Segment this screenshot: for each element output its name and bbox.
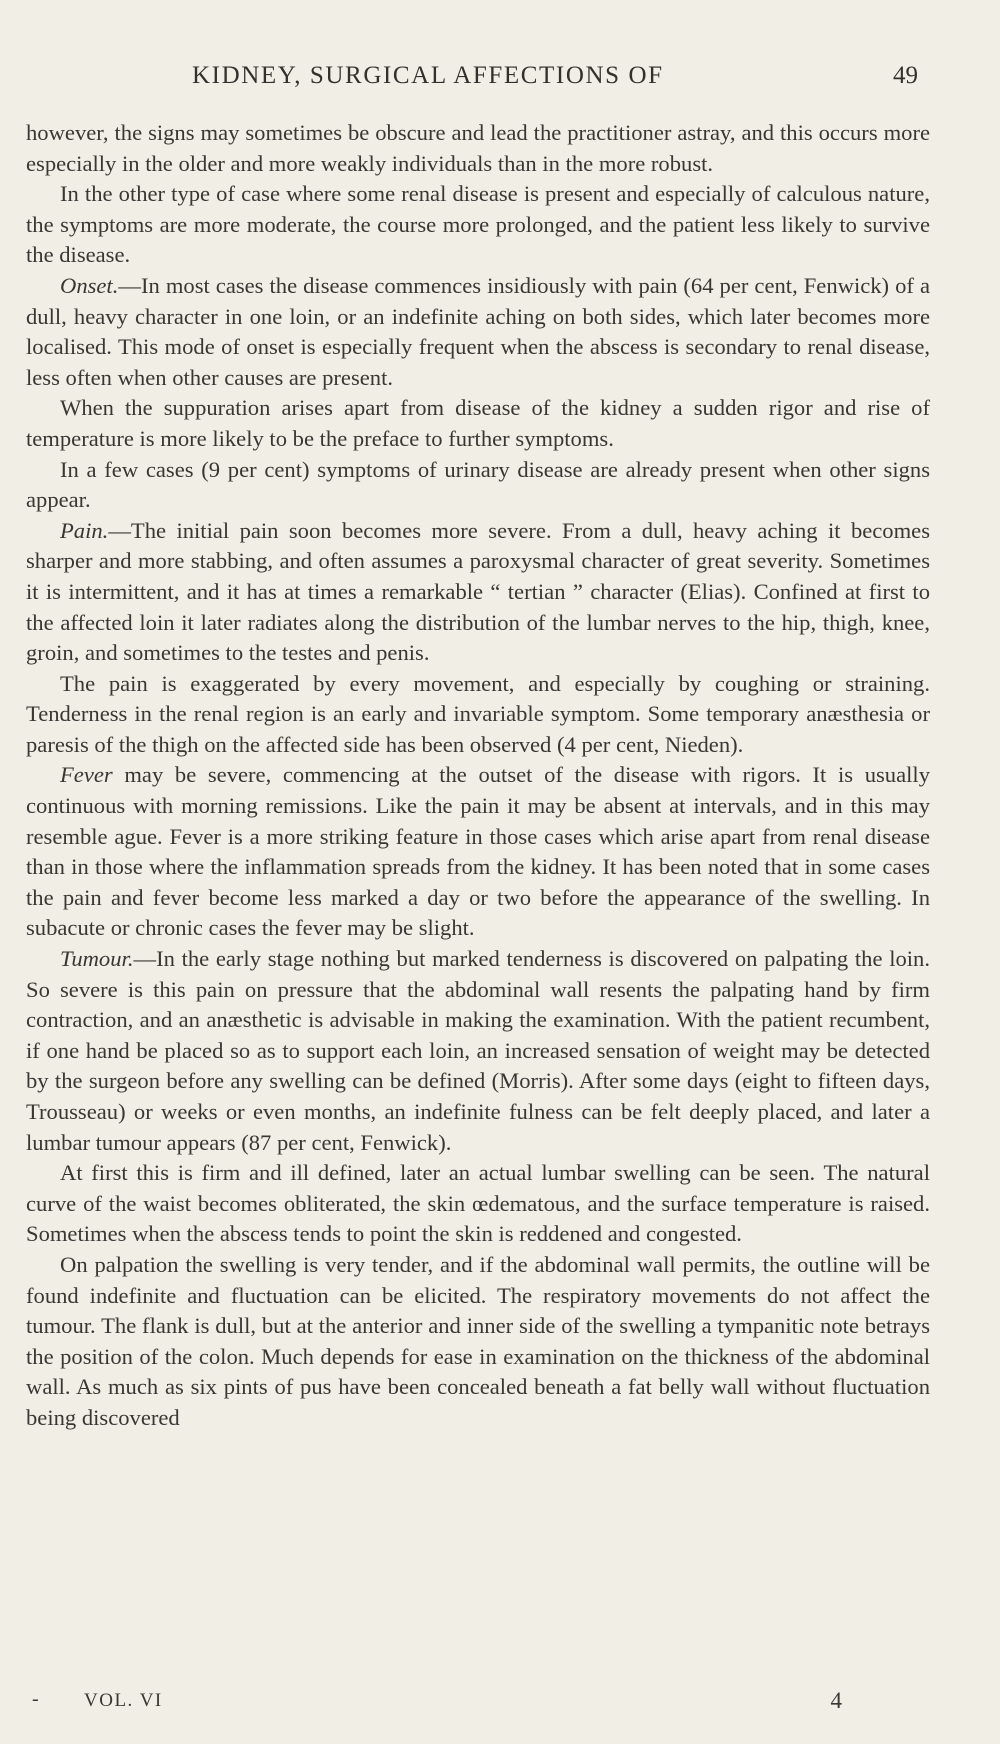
paragraph-tumour: [26, 944, 930, 1158]
running-title: KIDNEY, SURGICAL AFFECTIONS OF: [192, 62, 664, 89]
paragraph: [26, 118, 930, 179]
paragraph-text: When the suppuration arises apart from disease of the kidney a sudden rigor and rise of temperature is more likely to be the preface to further symptoms.: [26, 395, 930, 451]
paragraph: [26, 179, 930, 271]
page-number: 49: [893, 62, 918, 89]
paragraph: [26, 455, 930, 516]
paragraph-text: —The initial pain soon becomes more severe. From a dull, heavy aching it becomes sharper and more stabbing, and often assumes a paroxysmal character of great severity. Sometimes it is intermittent, and it has at times a remarkable “ tertian ” character (Elias). Confined at first to the affected loin it later radiates along the distribution of the lumbar nerves to the hip, thigh, knee, groin, and sometimes to the testes and penis.: [26, 517, 930, 666]
paragraph-onset: [26, 271, 930, 393]
body-text: [26, 118, 930, 1434]
running-header: [26, 62, 930, 96]
paragraph-fever: [26, 760, 930, 944]
paragraph-text: On palpation the swelling is very tender, and if the abdominal wall permits, the outline will be found indefinite and fluctuation can be elicited. The respiratory movements do not affect the tumour. The flank is dull, but at the anterior and inner side of the swelling a tympanitic note betrays the position of the colon. Much depends for ease in examination on the thickness of the abdominal wall. As much as six pints of pus have been concealed beneath a fat belly wall without fluctuation being discovered: [26, 1251, 930, 1430]
paragraph-text: The pain is exaggerated by every movement, and especially by coughing or straining. Tenderness in the renal region is an early and invariable symptom. Some temporary anæsthesia or paresis of the thigh on the affected side has been observed (4 per cent, Nieden).: [26, 670, 930, 757]
section-heading-fever: Fever: [60, 762, 113, 788]
section-heading-onset: Onset.: [60, 272, 119, 298]
paragraph: [26, 1250, 930, 1434]
paragraph-pain: [26, 516, 930, 669]
paragraph-text: however, the signs may sometimes be obscure and lead the practitioner astray, and this occurs more especially in the older and more weakly individuals than in the more robust.: [26, 120, 930, 176]
paragraph-text: In a few cases (9 per cent) symptoms of urinary disease are already present when other signs appear.: [26, 456, 930, 513]
signature-mark: 4: [830, 1688, 842, 1713]
paragraph: [26, 393, 930, 454]
paragraph: [26, 1158, 930, 1250]
paragraph-text: —In the early stage nothing but marked tenderness is discovered on palpating the loin. So severe is this pain on pressure that the abdominal wall resents the palpating hand by firm contraction, and an anæsthetic is advisable in making the examination. With the patient recumbent, if one hand be placed so as to support each loin, an increased sensation of weight may be detected by the surgeon before any swelling can be defined (Morris). After some days (eight to fifteen days, Trousseau) or weeks or even months, an indefinite fulness can be felt deeply placed, and later a lumbar tumour appears (87 per cent, Fenwick).: [26, 946, 930, 1155]
paragraph-text: At first this is firm and ill defined, later an actual lumbar swelling can be seen. The natural curve of the waist becomes obliterated, the skin œdematous, and the surface temperature is raised. Sometimes when the abscess tends to point the skin is reddened and congested.: [26, 1160, 930, 1247]
paragraph-text: may be severe, commencing at the outset of the disease with rigors. It is usually continuous with morning remissions. Like the pain it may be absent at intervals, and in this may resemble ague. Fever is a more striking feature in those cases which arise apart from renal disease than in those where the inflammation spreads from the kidney. It has been noted that in some cases the pain and fever become less marked a day or two before the appearance of the swelling. In subacute or chronic cases the fever may be slight.: [26, 762, 930, 941]
section-heading-pain: Pain.: [60, 517, 109, 543]
section-heading-tumour: Tumour.: [60, 946, 134, 972]
paragraph: [26, 669, 930, 761]
footer-mark: -: [32, 1688, 39, 1710]
paragraph-text: In the other type of case where some renal disease is present and especially of calculous nature, the symptoms are more moderate, the course more prolonged, and the patient less likely to survive the disease.: [26, 181, 930, 268]
page-footer: [26, 1688, 930, 1718]
volume-label: VOL. VI: [84, 1690, 163, 1711]
paragraph-text: —In most cases the disease commences insidiously with pain (64 per cent, Fenwick) of a dull, heavy character in one loin, or an indefinite aching on both sides, which later becomes more localised. This mode of onset is especially frequent when the abscess is secondary to renal disease, less often when other causes are present.: [26, 272, 930, 390]
